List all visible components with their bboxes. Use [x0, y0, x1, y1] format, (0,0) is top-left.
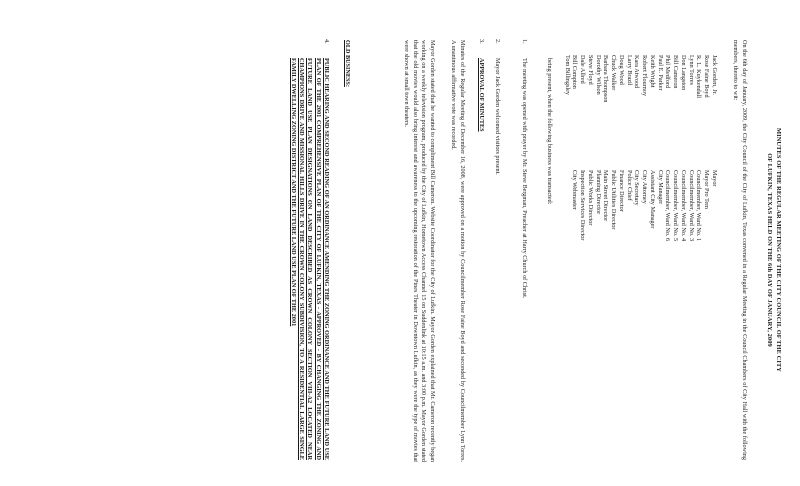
roster-member-title: Councilmember, Ward No. 4 — [680, 170, 687, 242]
public-hearing-text: PUBLIC HEARING AND SECOND READING OF AN ORDINANCE AMENDING THE ZONING ORDINANCE AND THE FUTURE LAND USE PLAN OF THE 2001 COMPREHENSIVE PLAN OF THE CITY OF LUFKIN, TEXAS - APPROVED - BY CHANGING THE ZONING AND FUTURE LAND USE PLAN DESIGNATIONS ON LAND DESCRIBED AS CROWN COLONY SECTION VIII-A2 LOCATED NEAR CHAMPIONS DRIVE AND MISSIONAL HILLS DRIVE IN THE CROWN COLONY SUBDIVISION, TO A RESIDENTIAL LARGE SINGLE FAMILY DWELLING ZONING DISTRICT AND THE FUTURE LAND USE PLAN OF THE 2001 — [289, 58, 330, 460]
roster-row — [656, 55, 664, 455]
roster-row — [594, 55, 602, 455]
roster-member-title: City Manager — [656, 170, 664, 205]
roster-member-title: Councilmember, Ward No. 1 — [695, 170, 703, 242]
roster-member-title: City Secretary — [633, 170, 641, 206]
roster-member-name: Bill Cameron — [672, 55, 680, 89]
roster-row — [703, 55, 711, 455]
roster-row — [579, 55, 587, 455]
roster-member-name: Chuck Walker — [610, 55, 618, 91]
attendance-roster — [563, 55, 718, 455]
approval-of-minutes-text: Minutes of the Regular Meeting of December 16, 2008, were approved on a motion by Councilmember Rose Faine Boyd and seconded by Councilmember Lynn Torres. A unanimous affirmative vote was recorded. — [450, 40, 466, 462]
roster-member-name: Paul E. Parker — [656, 55, 664, 91]
roster-member-title: Police Chief — [625, 170, 633, 201]
title-line-2: OF LUFKIN, TEXAS HELD ON THE 6th DAY OF JANUARY, 2009 — [766, 153, 774, 347]
document-title — [765, 60, 782, 440]
present-note: being present, when the following business was transacted: — [546, 58, 553, 205]
roster-member-title: Mayor Pro Tem — [703, 170, 711, 209]
roster-member-name: Kara Atwood — [633, 55, 641, 89]
roster-row — [679, 55, 687, 455]
roster-row — [571, 55, 579, 455]
item-number: 1. — [521, 39, 528, 44]
roster-member-name: Jack Gorden, Jr. — [711, 55, 718, 95]
roster-member-title: Councilmember, Ward No. 6 — [664, 170, 672, 242]
roster-member-title: Assistant City Manager — [649, 170, 656, 229]
item-heading: APPROVAL OF MINUTES — [478, 58, 485, 132]
agenda-item-1 — [519, 39, 528, 478]
roster-member-title: Main Street Director — [602, 170, 610, 222]
roster-member-name: Barbara Thompson — [602, 55, 610, 103]
roster-member-name: Don Langston — [680, 55, 687, 91]
title-line-1: MINUTES OF THE REGULAR MEETING OF THE CITY COUNCIL OF THE CITY — [775, 127, 782, 373]
roster-member-name: Bill Compton — [571, 55, 579, 89]
roster-row — [633, 55, 641, 455]
roster-member-title: Public Works Director — [587, 170, 594, 226]
roster-member-title: City Webmaster — [571, 170, 579, 210]
agenda-item-2 — [492, 39, 501, 478]
roster-row — [710, 55, 718, 455]
agenda-item-3 — [476, 39, 485, 478]
intro-paragraph: On the 6th day of January, 2009, the City Council of the City of Lufkin, Texas convened in a Regular Meeting in the Council Chambers of City Hall with the following members, thereto to wit: — [732, 40, 748, 460]
roster-row — [648, 55, 656, 455]
roster-member-title: Finance Director — [618, 170, 625, 212]
roster-row — [687, 55, 695, 455]
roster-row — [695, 55, 703, 455]
roster-row — [617, 55, 625, 455]
roster-member-name: Larry Brazil — [625, 55, 633, 86]
roster-member-name: Tom Billingsley — [563, 55, 571, 95]
roster-member-name: Robert Flournoy — [641, 55, 649, 97]
old-business-heading: OLD BUSINESS: — [344, 40, 351, 87]
roster-member-name: R. L. Kuykendall — [695, 55, 703, 98]
roster-member-title: Councilmember, Ward No. 5 — [672, 170, 680, 242]
roster-member-title: Mayor — [711, 170, 718, 187]
roster-member-name: Dorothy Wilson — [594, 55, 602, 95]
item-text: Mayor Jack Gorden welcomed visitors present. — [494, 58, 501, 175]
roster-row — [625, 55, 633, 455]
roster-member-title: Public Utilities Director — [610, 170, 618, 230]
item-number: 4. — [323, 39, 330, 44]
roster-member-name: Doug Wood — [618, 55, 625, 85]
roster-member-name: Rose Faine Boyd — [703, 55, 711, 98]
roster-member-title: Inspection Services Director — [579, 170, 587, 241]
roster-row — [602, 55, 610, 455]
roster-member-title: Planning Director — [594, 170, 602, 215]
roster-row — [641, 55, 649, 455]
roster-row — [586, 55, 594, 455]
roster-member-name: Keith Wright — [649, 55, 656, 88]
roster-member-name: Steve Floyd — [587, 55, 594, 85]
roster-member-title: City Attorney — [641, 170, 649, 204]
roster-row — [664, 55, 672, 455]
item-number: 3. — [478, 39, 485, 44]
item-number: 2. — [494, 39, 501, 44]
item-text: The meeting was opened with prayer by Mr. Steve Bergman, Preacher at Harry Church of Christ. — [521, 58, 528, 299]
roster-member-title: Councilmember, Ward No. 3 — [687, 170, 695, 242]
mayor-statement-text: Mayor Gorden stated that he wanted to compliment Bill Cameron. Website Coordinator for the City of Lufkin. Mayor Gorden explained that Mr. Cameron recently began working on a weekly television program, produced by the City of Lufkin, Hometown Access Channel 15 on Suddenlink at 10:15 a.m. and 3:00 p.m. Mayor Gorden stated that the old movies would also bring interest and awareness to the upcoming restoration of the Pines Theater in Downtown Lufkin, as they were the type of movies that were shown at small town theaters. — [403, 40, 436, 462]
roster-row — [610, 55, 618, 455]
roster-row — [563, 55, 571, 455]
roster-member-name: Dale Allred — [579, 55, 587, 84]
roster-row — [672, 55, 680, 455]
roster-member-name: Phil Medford — [664, 55, 672, 89]
roster-member-name: Lynn Torres — [687, 55, 695, 85]
agenda-item-4 — [289, 39, 330, 460]
